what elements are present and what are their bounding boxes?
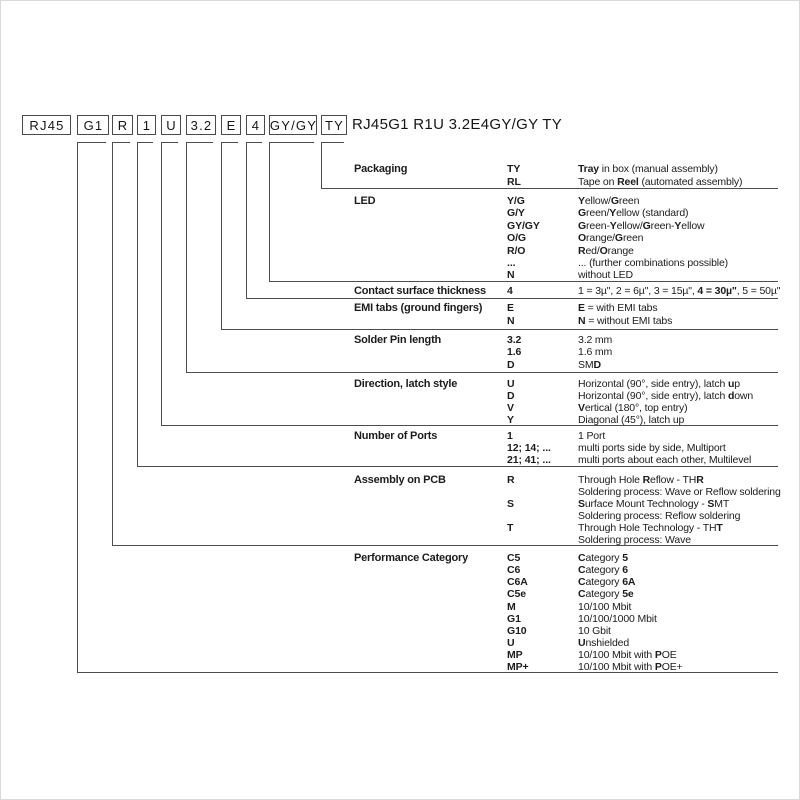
option-code: E [507,302,514,314]
connector-bracket [137,142,153,143]
option-code: G/Y [507,207,525,220]
part-code-box-4: 4 [246,115,265,135]
connector-bracket [186,142,213,143]
option-description: 1 Port [578,430,606,442]
connector-vertical [321,142,322,189]
option-description: Category 5e [578,588,634,601]
option-code: O/G [507,232,526,245]
section-label-assembly-on-pcb: Assembly on PCB [354,474,446,486]
option-description: 10/100 Mbit with POE [578,649,677,662]
option-description: Through Hole Technology - THT [578,521,723,534]
option-code: ... [507,257,516,269]
option-description-line2: Soldering process: Wave [578,533,691,546]
option-description: SMD [578,358,601,371]
full-part-number: RJ45G1 R1U 3.2E4GY/GY TY [352,116,563,133]
option-description: multi ports about each other, Multilevel [578,453,752,466]
option-code: Y/G [507,195,525,207]
part-code-box-gygy: GY/GY [269,115,317,135]
option-code: N [507,269,515,282]
option-description: Yellow/Green [578,195,640,207]
option-code: 4 [507,285,513,297]
connector-bracket [112,142,130,143]
connector-vertical [112,142,113,546]
part-code-box-1: 1 [137,115,156,135]
option-description: Through Hole Reflow - THR [578,474,704,486]
section-separator [137,466,778,467]
connector-vertical [221,142,222,330]
part-code-box-g1: G1 [77,115,109,135]
option-code: C6 [507,564,521,577]
option-description: Category 5 [578,552,628,564]
option-description: Tape on Reel (automated assembly) [578,176,743,189]
option-description-line2: Soldering process: Reflow soldering [578,509,741,522]
option-description: Vertical (180°, top entry) [578,401,688,414]
part-code-box-ty: TY [321,115,347,135]
part-code-box-u: U [161,115,181,135]
section-label-contact-surface-thickness: Contact surface thickness [354,285,486,297]
option-code: GY/GY [507,219,540,232]
section-separator [186,372,778,373]
option-description: 10/100/1000 Mbit [578,612,657,625]
connector-bracket [221,142,238,143]
section-label-direction-latch-style: Direction, latch style [354,378,458,390]
option-description: Surface Mount Technology - SMT [578,497,730,510]
option-description: Category 6A [578,576,636,589]
option-code: RL [507,176,521,189]
option-code: MP [507,649,523,662]
option-code: TY [507,163,521,175]
option-description: Horizontal (90°, side entry), latch up [578,378,740,390]
option-code: C5 [507,552,521,564]
option-description: Green-Yellow/Green-Yellow [578,219,705,232]
connector-bracket [161,142,178,143]
option-description: 10/100 Mbit with POE+ [578,661,683,674]
section-label-packaging: Packaging [354,163,408,175]
option-code: U [507,637,515,650]
option-code: G10 [507,624,527,637]
option-description-line2: Soldering process: Wave or Reflow soldering [578,485,781,498]
section-separator [269,281,778,282]
option-code: V [507,401,514,414]
option-code: N [507,314,515,327]
option-description: 1.6 mm [578,346,613,359]
section-separator [161,425,778,426]
option-code: D [507,358,515,371]
option-description: Horizontal (90°, side entry), latch down [578,389,754,402]
option-code: 12; 14; ... [507,441,551,454]
option-code: R/O [507,244,526,257]
section-label-number-of-ports: Number of Ports [354,430,438,442]
connector-vertical [161,142,162,426]
option-code: C6A [507,576,528,589]
option-description: Diagonal (45°), latch up [578,413,685,426]
option-code: MP+ [507,661,529,674]
section-separator [246,298,778,299]
option-code: G1 [507,612,521,625]
section-label-led: LED [354,195,376,207]
section-label-performance-category: Performance Category [354,552,468,564]
connector-bracket [321,142,344,143]
option-description: Orange/Green [578,232,644,245]
option-code: U [507,378,515,390]
option-code: R [507,474,515,486]
option-description: Red/Orange [578,244,634,257]
option-description: without LED [578,269,633,282]
part-code-box-rj45: RJ45 [22,115,71,135]
part-code-box-e: E [221,115,241,135]
option-description: N = without EMI tabs [578,314,673,327]
connector-bracket [77,142,106,143]
option-description: Unshielded [578,637,630,650]
option-code: 21; 41; ... [507,453,551,466]
option-description: ... (further combinations possible) [578,257,728,269]
section-separator [221,329,778,330]
option-description: Category 6 [578,564,628,577]
option-code: 1 [507,430,513,442]
option-description: 1 = 3µ", 2 = 6µ", 3 = 15µ", 4 = 30µ", 5 = 50µ" [578,285,781,297]
connector-vertical [186,142,187,373]
connector-bracket [269,142,314,143]
option-description: Tray in box (manual assembly) [578,163,718,175]
connector-bracket [246,142,262,143]
option-description: 10 Gbit [578,624,611,637]
option-description: multi ports side by side, Multiport [578,441,726,454]
connector-vertical [246,142,247,299]
section-label-solder-pin-length: Solder Pin length [354,334,442,346]
connector-vertical [269,142,270,282]
option-code: Y [507,413,514,426]
option-description: 3.2 mm [578,334,613,346]
option-code: S [507,497,514,510]
option-code: 1.6 [507,346,522,359]
option-code: T [507,521,514,534]
connector-vertical [137,142,138,467]
option-code: 3.2 [507,334,522,346]
option-description: 10/100 Mbit [578,600,632,613]
option-code: D [507,389,515,402]
option-code: C5e [507,588,526,601]
option-code: M [507,600,516,613]
part-code-box-32: 3.2 [186,115,216,135]
option-description: Green/Yellow (standard) [578,207,689,220]
part-code-box-r: R [112,115,133,135]
option-description: E = with EMI tabs [578,302,658,314]
connector-vertical [77,142,78,673]
section-label-emi-tabs-ground-fingers: EMI tabs (ground fingers) [354,302,483,314]
